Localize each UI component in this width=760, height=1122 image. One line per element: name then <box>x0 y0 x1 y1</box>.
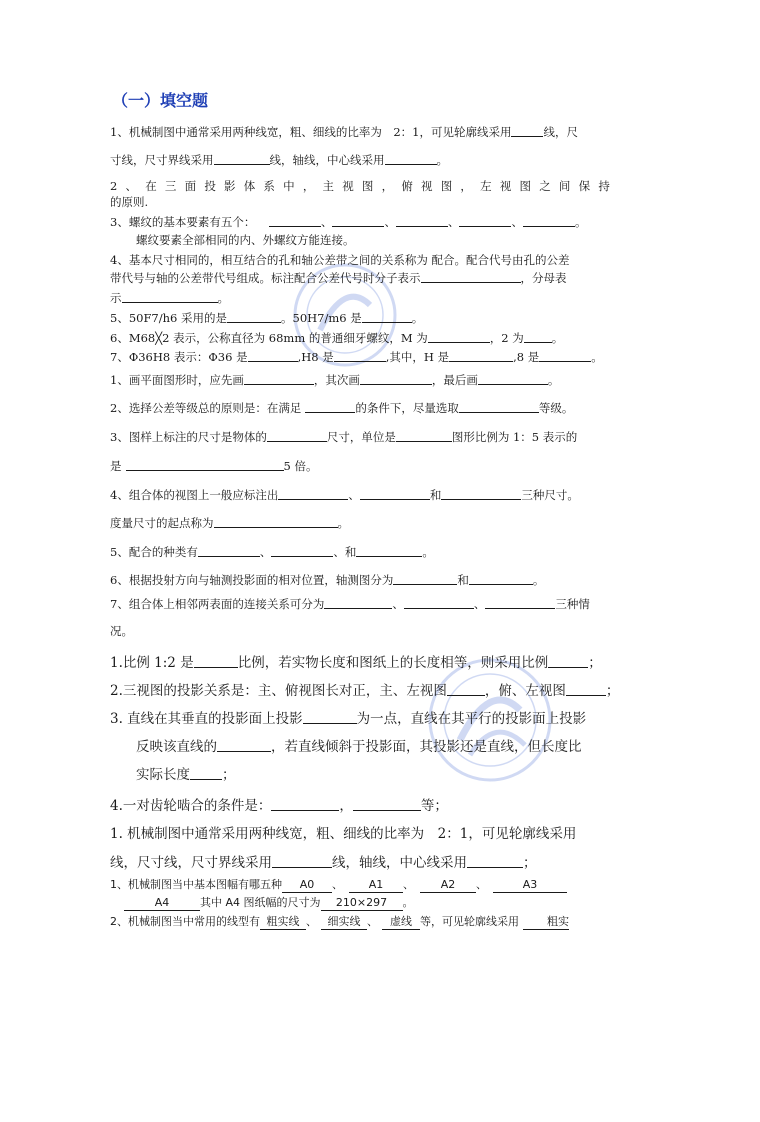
answer-blank[interactable] <box>478 372 548 385</box>
answer-blank[interactable] <box>523 214 575 227</box>
question-line: 反映该直线的 ，若直线倾斜于投影面，其投影还是直线，但长度比 <box>136 736 646 757</box>
answer-blank[interactable] <box>324 596 392 609</box>
question-line: 3. 直线在其垂直的投影面上投影 为一点，直线在其平行的投影面上投影 <box>110 708 620 729</box>
question-line: A4 其中 A4 图纸幅的尺寸为 210×297 。 <box>110 895 620 911</box>
question-line: 6、根据投射方向与轴测投影面的相对位置，轴测图分为 和 。 <box>110 573 545 587</box>
answer-filled: 细实线 <box>321 915 367 930</box>
question-line: 1. 机械制图中通常采用两种线宽，粗、细线的比率为 2：1，可见轮廓线采用 <box>110 826 577 842</box>
answer-blank[interactable] <box>360 372 432 385</box>
question-line: 2、机械制图当中常用的线型有 粗实线 、 细实线 、 虚线 等，可见轮廓线采用 粗实 <box>110 915 569 928</box>
question-line: 6、M68╳2 表示，公称直径为 68mm 的普通细牙螺纹，M 为 ，2 为 。 <box>110 331 564 345</box>
answer-blank[interactable] <box>269 214 321 227</box>
answer-blank[interactable] <box>332 214 384 227</box>
answer-blank[interactable] <box>272 852 332 868</box>
answer-blank[interactable] <box>360 487 430 500</box>
answer-blank[interactable] <box>469 572 533 585</box>
answer-blank[interactable] <box>404 596 474 609</box>
answer-blank[interactable] <box>356 544 422 557</box>
answer-blank[interactable] <box>248 349 298 362</box>
answer-blank[interactable] <box>267 429 327 442</box>
question-line: 况。 <box>110 624 133 638</box>
answer-blank[interactable] <box>396 429 452 442</box>
answer-blank[interactable] <box>393 572 457 585</box>
answer-blank[interactable] <box>449 349 513 362</box>
answer-blank[interactable] <box>396 214 448 227</box>
answer-blank[interactable] <box>244 372 314 385</box>
answer-blank[interactable] <box>278 487 348 500</box>
question-line: 7、组合体上相邻两表面的连接关系可分为 、 、 三种情 <box>110 597 590 611</box>
question-line: 度量尺寸的起点称为 。 <box>110 516 349 530</box>
answer-blank[interactable] <box>303 708 357 724</box>
answer-filled: A4 <box>124 896 200 911</box>
answer-blank[interactable] <box>447 680 485 696</box>
answer-blank[interactable] <box>459 214 511 227</box>
answer-blank[interactable] <box>271 795 339 811</box>
question-line: 7、Φ36H8 表示：Φ36 是 ,H8 是 ,其中，H 是 ,8 是 。 <box>110 350 603 364</box>
question-line: 1.比例 1:2 是 比例，若实物长度和图纸上的长度相等，则采用比例 ； <box>110 652 620 673</box>
question-line: 4、组合体的视图上一般应标注出 、 和 三种尺寸。 <box>110 488 579 502</box>
answer-filled: A0 <box>282 878 332 893</box>
answer-blank[interactable] <box>227 310 281 323</box>
answer-filled: 虚线 <box>382 915 420 930</box>
question-line: 示 。 <box>110 291 229 305</box>
question-line: 是 5 倍。 <box>110 459 318 473</box>
answer-blank[interactable] <box>271 544 333 557</box>
answer-blank[interactable] <box>428 330 490 343</box>
question-line: 5、配合的种类有 、 、和 。 <box>110 545 434 559</box>
answer-blank[interactable] <box>441 487 521 500</box>
answer-blank[interactable] <box>485 596 555 609</box>
answer-blank[interactable] <box>217 736 271 752</box>
question-line: 实际长度 ； <box>136 764 646 785</box>
answer-blank[interactable] <box>511 124 543 137</box>
question-line: 螺纹要素全部相同的内、外螺纹方能连接。 <box>136 233 355 247</box>
answer-blank[interactable] <box>198 544 260 557</box>
question-line: 1、画平面图形时，应先画 ，其次画 ，最后画 。 <box>110 373 560 387</box>
question-line: 1、机械制图当中基本图幅有哪五种 A0 、 A1 、 A2 、 A3 <box>110 877 620 893</box>
answer-blank[interactable] <box>122 290 218 303</box>
answer-filled: A1 <box>349 878 403 893</box>
answer-blank[interactable] <box>467 852 523 868</box>
answer-blank[interactable] <box>548 652 588 668</box>
question-line: 4.一对齿轮啮合的条件是： ， 等； <box>110 795 620 816</box>
answer-filled: 粗实 <box>523 915 569 930</box>
answer-filled: A2 <box>420 878 476 893</box>
answer-blank[interactable] <box>459 400 539 413</box>
answer-blank[interactable] <box>190 764 222 780</box>
answer-blank[interactable] <box>214 152 270 165</box>
answer-blank[interactable] <box>539 349 591 362</box>
question-line: 线，尺寸线，尺寸界线采用 线，轴线，中心线采用 ； <box>110 852 620 873</box>
question-line: 3、图样上标注的尺寸是物体的 尺寸，单位是 图形比例为 1：5 表示的 <box>110 430 578 444</box>
answer-filled: 粗实线 <box>260 915 306 930</box>
answer-blank[interactable] <box>126 458 284 471</box>
answer-blank[interactable] <box>524 330 552 343</box>
answer-blank[interactable] <box>353 795 421 811</box>
answer-filled: A3 <box>493 878 567 893</box>
answer-blank[interactable] <box>214 515 338 528</box>
question-line: 的原则. <box>110 195 149 209</box>
answer-blank[interactable] <box>194 652 238 668</box>
answer-blank[interactable] <box>334 349 386 362</box>
question-line: 1、机械制图中通常采用两种线宽，粗、细线的比率为 2：1，可见轮廓线采用 线，尺 <box>110 125 578 139</box>
question-line: 3、螺纹的基本要素有五个： 、 、 、 、 。 <box>110 215 587 229</box>
question-line: 2、在三面投影体系中，主视图，俯视图，左视图之间保持 <box>110 179 619 193</box>
question-line: 4、基本尺寸相同的，相互结合的孔和轴公差带之间的关系称为 配合。配合代号由孔的公差 <box>110 253 570 267</box>
answer-filled: 210×297 <box>321 896 403 911</box>
answer-blank[interactable] <box>362 310 412 323</box>
question-line: 寸线，尺寸界线采用 线，轴线，中心线采用 。 <box>110 153 448 167</box>
question-line: 带代号与轴的公差带代号组成。标注配合公差代号时分子表示 ，分母表 <box>110 271 567 285</box>
question-line: 5、50F7/h6 采用的是 。50H7/m6 是 。 <box>110 311 424 325</box>
answer-blank[interactable] <box>421 270 521 283</box>
section-title: （一）填空题 <box>112 91 209 110</box>
answer-blank[interactable] <box>385 152 437 165</box>
answer-blank[interactable] <box>305 400 355 413</box>
answer-blank[interactable] <box>566 680 606 696</box>
question-line: 2.三视图的投影关系是：主、俯视图长对正，主、左视图 ，俯、左视图 ； <box>110 680 620 701</box>
question-line: 2、选择公差等级总的原则是：在满足 的条件下，尽量选取 等级。 <box>110 401 574 415</box>
